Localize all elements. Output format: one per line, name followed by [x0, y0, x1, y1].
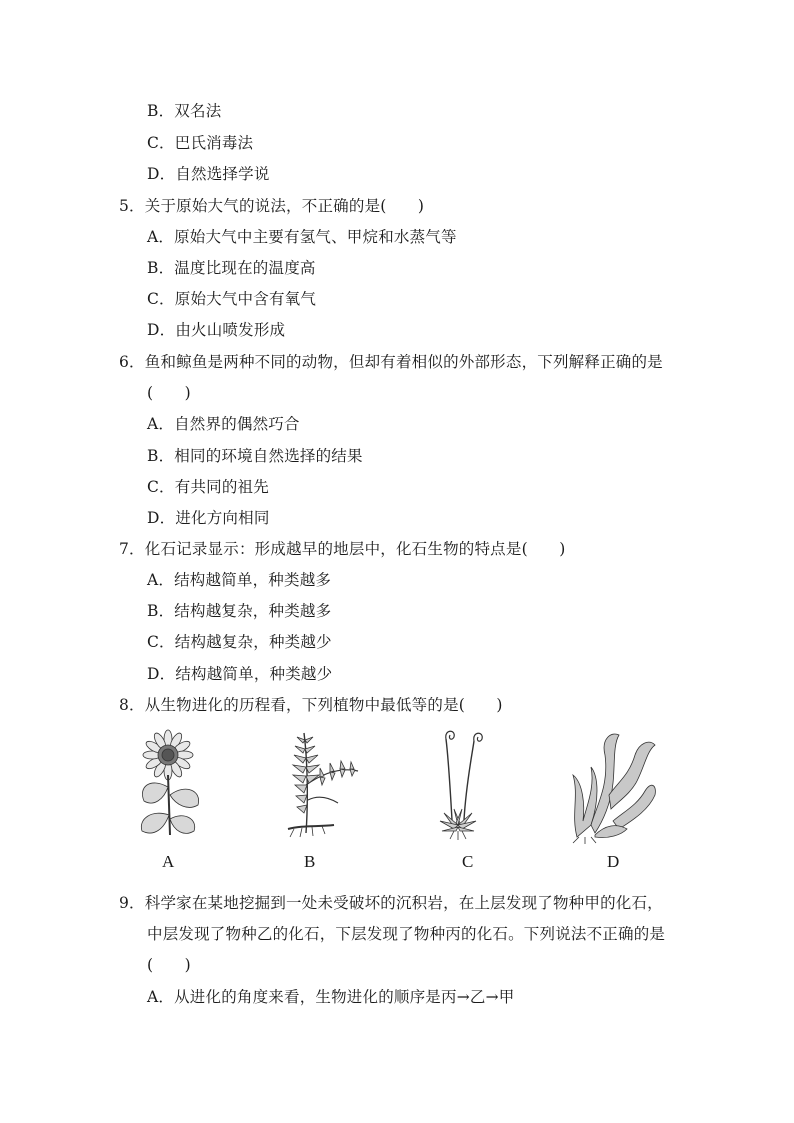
q6-stem: 6．鱼和鲸鱼是两种不同的动物，但却有着相似的外部形态，下列解释正确的是: [119, 353, 663, 371]
moss-icon: [428, 725, 498, 845]
q4-option-d: D．自然选择学说: [147, 165, 270, 183]
q4-option-c: C．巴氏消毒法: [147, 134, 254, 152]
q9-stem-cont2: ( ): [147, 956, 191, 974]
q6-stem-cont: ( ): [147, 384, 191, 402]
q6-option-b: B．相同的环境自然选择的结果: [147, 447, 363, 465]
figure-label-c: C: [462, 852, 474, 871]
q7-option-b: B．结构越复杂，种类越多: [147, 602, 332, 620]
q7-option-c: C．结构越复杂，种类越少: [147, 633, 332, 651]
q5-option-a: A．原始大气中主要有氢气、甲烷和水蒸气等: [147, 228, 457, 246]
q9-option-a: A．从进化的角度来看，生物进化的顺序是丙→乙→甲: [147, 988, 515, 1006]
q4-option-b: B．双名法: [147, 102, 222, 120]
q7-option-d: D．结构越简单，种类越少: [147, 665, 333, 683]
q6-option-c: C．有共同的祖先: [147, 478, 269, 496]
sunflower-icon: [130, 725, 210, 840]
q5-option-d: D．由火山喷发形成: [147, 321, 286, 339]
q7-option-a: A．结构越简单，种类越多: [147, 571, 332, 589]
q5-option-b: B．温度比现在的温度高: [147, 259, 316, 277]
q6-option-d: D．进化方向相同: [147, 509, 270, 527]
q6-option-a: A．自然界的偶然巧合: [147, 415, 300, 433]
fern-icon: [278, 725, 363, 840]
seaweed-icon: [565, 725, 660, 845]
figure-label-a: A: [162, 852, 175, 871]
q5-stem: 5．关于原始大气的说法，不正确的是( ): [119, 197, 425, 215]
q7-stem: 7．化石记录显示：形成越早的地层中，化石生物的特点是( ): [119, 540, 566, 558]
q5-option-c: C．原始大气中含有氧气: [147, 290, 317, 308]
q8-stem: 8．从生物进化的历程看，下列植物中最低等的是( ): [119, 696, 503, 714]
figure-label-d: D: [607, 852, 620, 871]
q9-stem-cont1: 中层发现了物种乙的化石，下层发现了物种丙的化石。下列说法不正确的是: [147, 925, 666, 943]
figure-label-b: B: [304, 852, 316, 871]
q9-stem: 9．科学家在某地挖掘到一处未受破坏的沉积岩，在上层发现了物种甲的化石，: [119, 894, 663, 912]
